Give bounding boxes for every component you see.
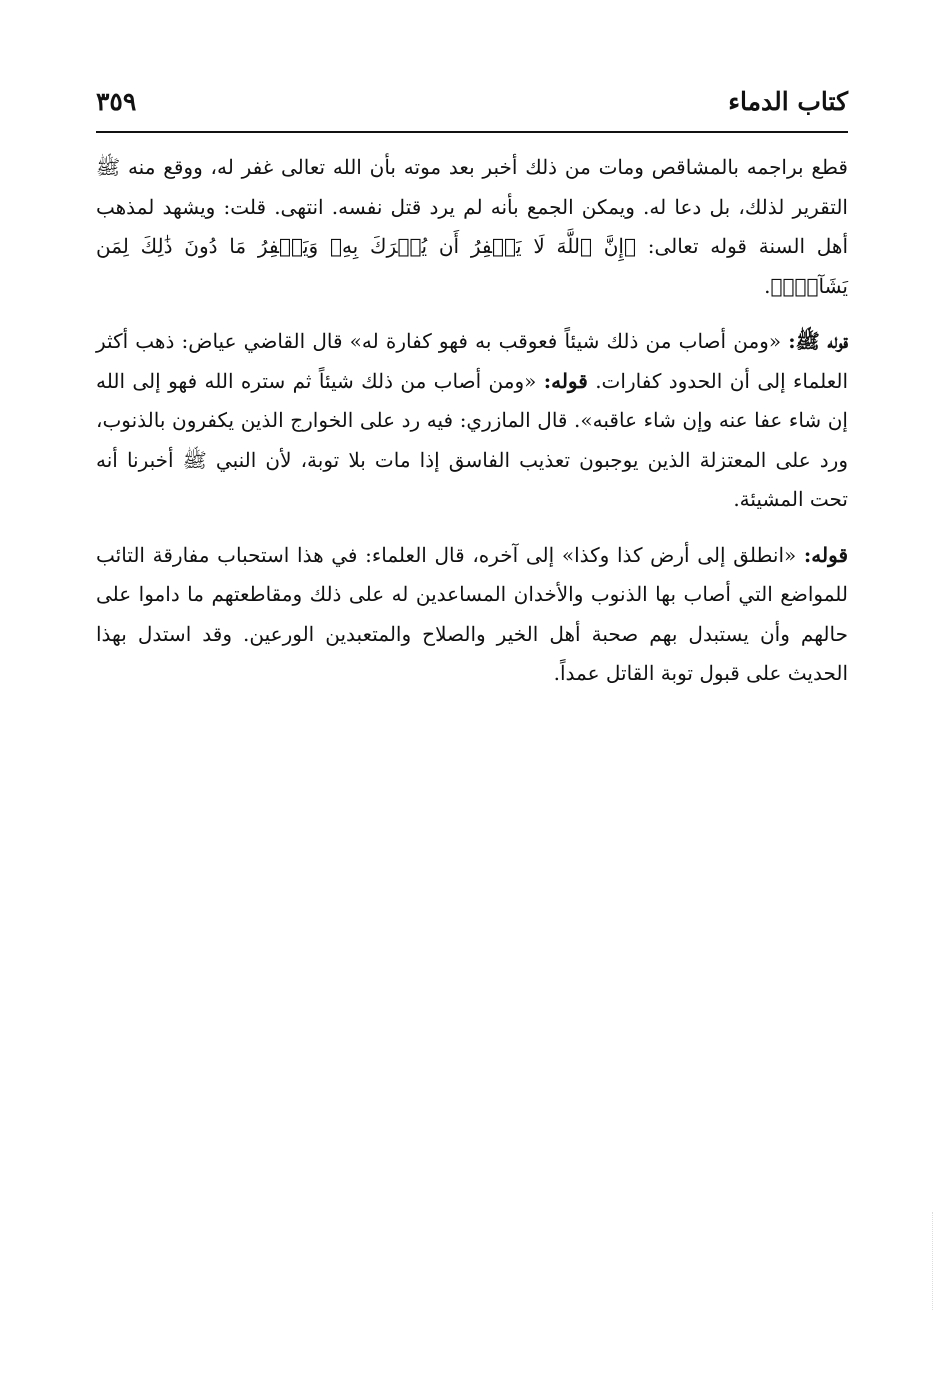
body-text [96,148,848,710]
paragraph-2 [96,322,848,520]
paragraph-3 [96,536,848,694]
paragraph-2-text: «ومن أصاب من ذلك شيئاً فعوقب به فهو كفارة له» قال القاضي عياض: ذهب أكثر العلماء إلى أن الحدود كفارات. [96,329,848,393]
paragraph-2-lead-2: قوله: [543,368,588,393]
paragraph-3-lead: قوله: [803,542,848,567]
header-rule [96,131,848,133]
running-title: كتاب الدماء [728,87,848,116]
page-number: ٣٥٩ [96,87,137,116]
page-header [96,80,848,132]
paragraph-1 [96,148,848,306]
paragraph-2-text-2: «ومن أصاب من ذلك شيئاً ثم ستره الله فهو إلى الله إن شاء عفا عنه وإن شاء عاقبه». قال المازري: فيه رد على الخوارج الذين يكفرون بالذنوب، ورد على المعتزلة الذين يوجبون تعذيب الفاسق إذا مات بلا توبة، لأن النبي ﷺ أخبرنا أنه تحت المشيئة. [96,368,848,511]
paragraph-3-text: «انطلق إلى أرض كذا وكذا» إلى آخره، قال العلماء: في هذا استحباب مفارقة التائب للمواضع التي أصاب بها الذنوب والأخدان المساعدين له على ذلك ومقاطعتهم ما داموا على حالهم وأن يستبدل بهم صحبة أهل الخير والصلاح والمتعبدين الورعين. وقد استدل بهذا الحديث على قبول توبة القاتل عمداً. [96,542,848,685]
paragraph-1-text: قطع براجمه بالمشاقص ومات من ذلك أخبر بعد موته بأن الله تعالى غفر له، ووقع منه ﷺ التقرير لذلك، بل دعا له. ويمكن الجمع بأنه لم يرد قتل نفسه. انتهى. قلت: ويشهد لمذهب أهل السنة قوله تعالى: [96,155,849,258]
scan-artifact [930,1212,933,1310]
quran-verse: ﴿إِنَّ ٱللَّهَ لَا يَغۡفِرُ أَن يُشۡرَكَ بِهِۦ وَيَغۡفِرُ مَا دُونَ ذَٰلِكَ لِمَن يَشَآءُۚ﴾ [96,234,848,298]
paragraph-2-lead: قوله ﷺ: [788,329,848,353]
paragraph-1-tail: . [764,273,771,298]
